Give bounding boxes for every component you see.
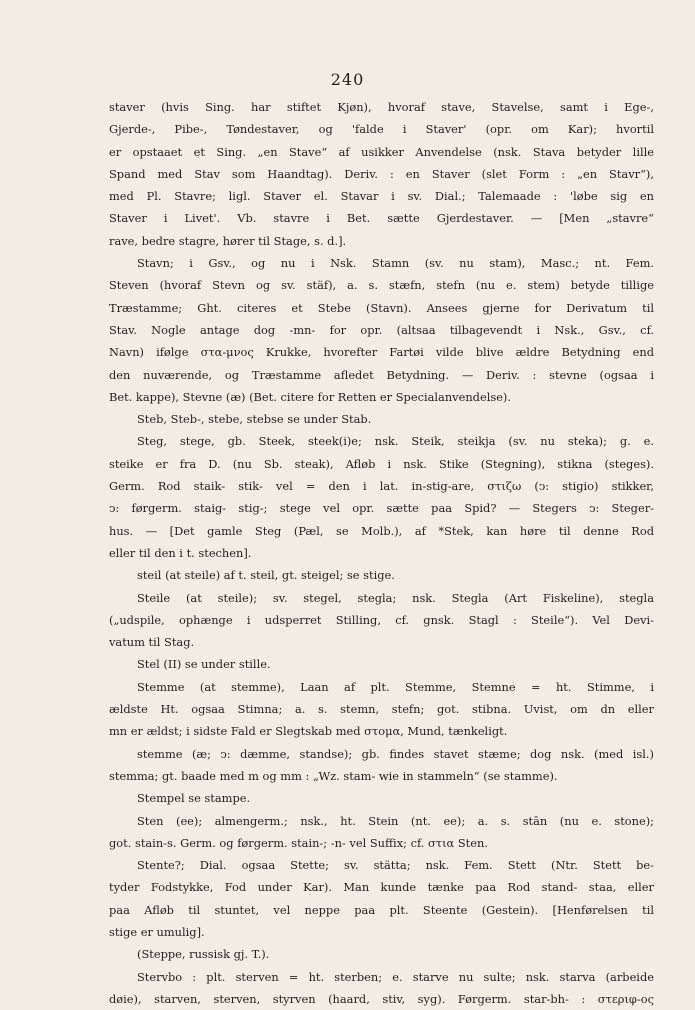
text-line: rave, bedre stagre, hører til Stage, s. d.]. [109,233,347,248]
entry-steg: Steg, stege, gb. Steek, steek(i)e; nsk. Steik, steikja (sv. nu steka); g. e. [137,434,654,449]
text-line: paa Afløb til stuntet, vel neppe paa plt. Steente (Gestein). [Henførelsen til [109,902,654,917]
text-line: Navn) ifølge στα-μνος Krukke, hvorefter Fartøi vilde blive ældre Betydning end [109,345,654,360]
page-number: 240 [330,70,365,89]
entry-stavn: Stavn; i Gsv., og nu i Nsk. Stamn (sv. nu stam), Masc.; nt. Fem. [137,256,654,271]
text-line: ældste Ht. ogsaa Stimna; a. s. stemn, stefn; got. stibna. Uvist, om dn eller [109,702,654,717]
text-line: steike er fra D. (nu Sb. steak), Afløb i nsk. Stike (Stegning), stikna (steges). [109,456,654,471]
entry-steil: steil (at steile) af t. steil, gt. steigel; se stige. [137,568,395,583]
text-line: staver (hvis Sing. har stiftet Kjøn), hvoraf stave, Stavelse, samt i Ege-, [109,100,654,114]
dictionary-text [109,96,654,1010]
entry-steb: Steb, Steb-, stebe, stebse se under Stab. [137,412,372,427]
text-line: hus. — [Det gamle Steg (Pæl, se Molb.), af *Stek, kan høre til denne Rod [109,523,654,538]
text-line: stemma; gt. baade med m og mm : „Wz. stam- wie in stammeln“ (se stamme). [109,768,558,783]
text-line: Gjerde-, Pibe-, Tøndestaver, og 'falde i Staver' (opr. om Kar); hvortil [109,122,654,137]
entry-steppe: (Steppe, russisk gj. T.). [137,947,270,962]
entry-stempel: Stempel se stampe. [137,791,251,806]
text-line: er opstaaet et Sing. „en Stave“ af usikker Anvendelse (nsk. Stava betyder lille [109,144,654,159]
entry-stemme-verb: stemme (æ; ↄ: dæmme, standse); gb. findes stavet stæme; dog nsk. (med isl.) [137,746,654,761]
text-line: med Pl. Stavre; ligl. Staver el. Stavar i sv. Dial.; Talemaade : 'løbe sig en [109,189,654,204]
text-line: mn er ældst; i sidste Fald er Slegtskab med στομα, Mund, tænkeligt. [109,724,508,739]
entry-stemme: Stemme (at stemme), Laan af plt. Stemme, Stemne = ht. Stimme, i [137,679,654,694]
text-line: døie), starven, sterven, styrven (haard, stiv, syg). Førgerm. star-bh- : στεριφ-ος [109,991,654,1006]
text-line: Germ. Rod staik- stik- vel = den i lat. in-stig-are, στιζω (ↄ: stigio) stikker, [109,479,654,494]
text-line: stige er umulig]. [109,924,205,939]
text-line: Træstamme; Ght. citeres et Stebe (Stavn). Ansees gjerne for Derivatum til [109,300,654,315]
entry-stel: Stel (II) se under stille. [137,657,271,672]
text-line: eller til den i t. stechen]. [109,545,252,560]
entry-steile: Steile (at steile); sv. stegel, stegla; nsk. Stegla (Art Fiskeline), stegla [137,590,654,605]
text-line: Stav. Nogle antage dog -mn- for opr. (altsaa tilbagevendt i Nsk., Gsv., cf. [109,322,654,337]
text-line: vatum til Stag. [109,635,195,650]
text-line: („udspile, ophænge i udsperret Stilling, cf. gnsk. Stagl : Steile“). Vel Devi- [109,612,654,627]
entry-stente: Stente?; Dial. ogsaa Stette; sv. stätta; nsk. Fem. Stett (Ntr. Stett be- [137,858,654,873]
text-line: tyder Fodstykke, Fod under Kar). Man kunde tænke paa Rod stand- staa, eller [109,880,654,895]
entry-sten: Sten (ee); almengerm.; nsk., ht. Stein (nt. ee); a. s. stān (nu e. stone); [137,813,654,828]
text-line: Steven (hvoraf Stevn og sv. stäf), a. s. stæfn, stefn (nu e. stem) betyde tillige [109,278,654,293]
text-line: got. stain-s. Germ. og førgerm. stain-; -n- vel Suffix; cf. στια Sten. [109,835,488,850]
text-line: ↄ: førgerm. staig- stig-; stege vel opr. sætte paa Spid? — Stegers ↄ: Steger- [109,501,654,516]
text-line: Staver i Livet'. Vb. stavre i Bet. sætte Gjerdestaver. — [Men „stavre“ [109,211,654,226]
text-line: Spand med Stav som Haandtag). Deriv. : en Staver (slet Form : „en Stavr“), [109,166,654,181]
text-line: Bet. kappe), Stevne (æ) (Bet. citere for Retten er Specialanvendelse). [109,389,511,404]
text-line: den nuværende, og Træstamme afledet Betydning. — Deriv. : stevne (ogsaa i [109,367,654,382]
entry-stervbo: Stervbo : plt. sterven = ht. sterben; e. starve nu sulte; nsk. starva (arbeide [137,969,654,984]
